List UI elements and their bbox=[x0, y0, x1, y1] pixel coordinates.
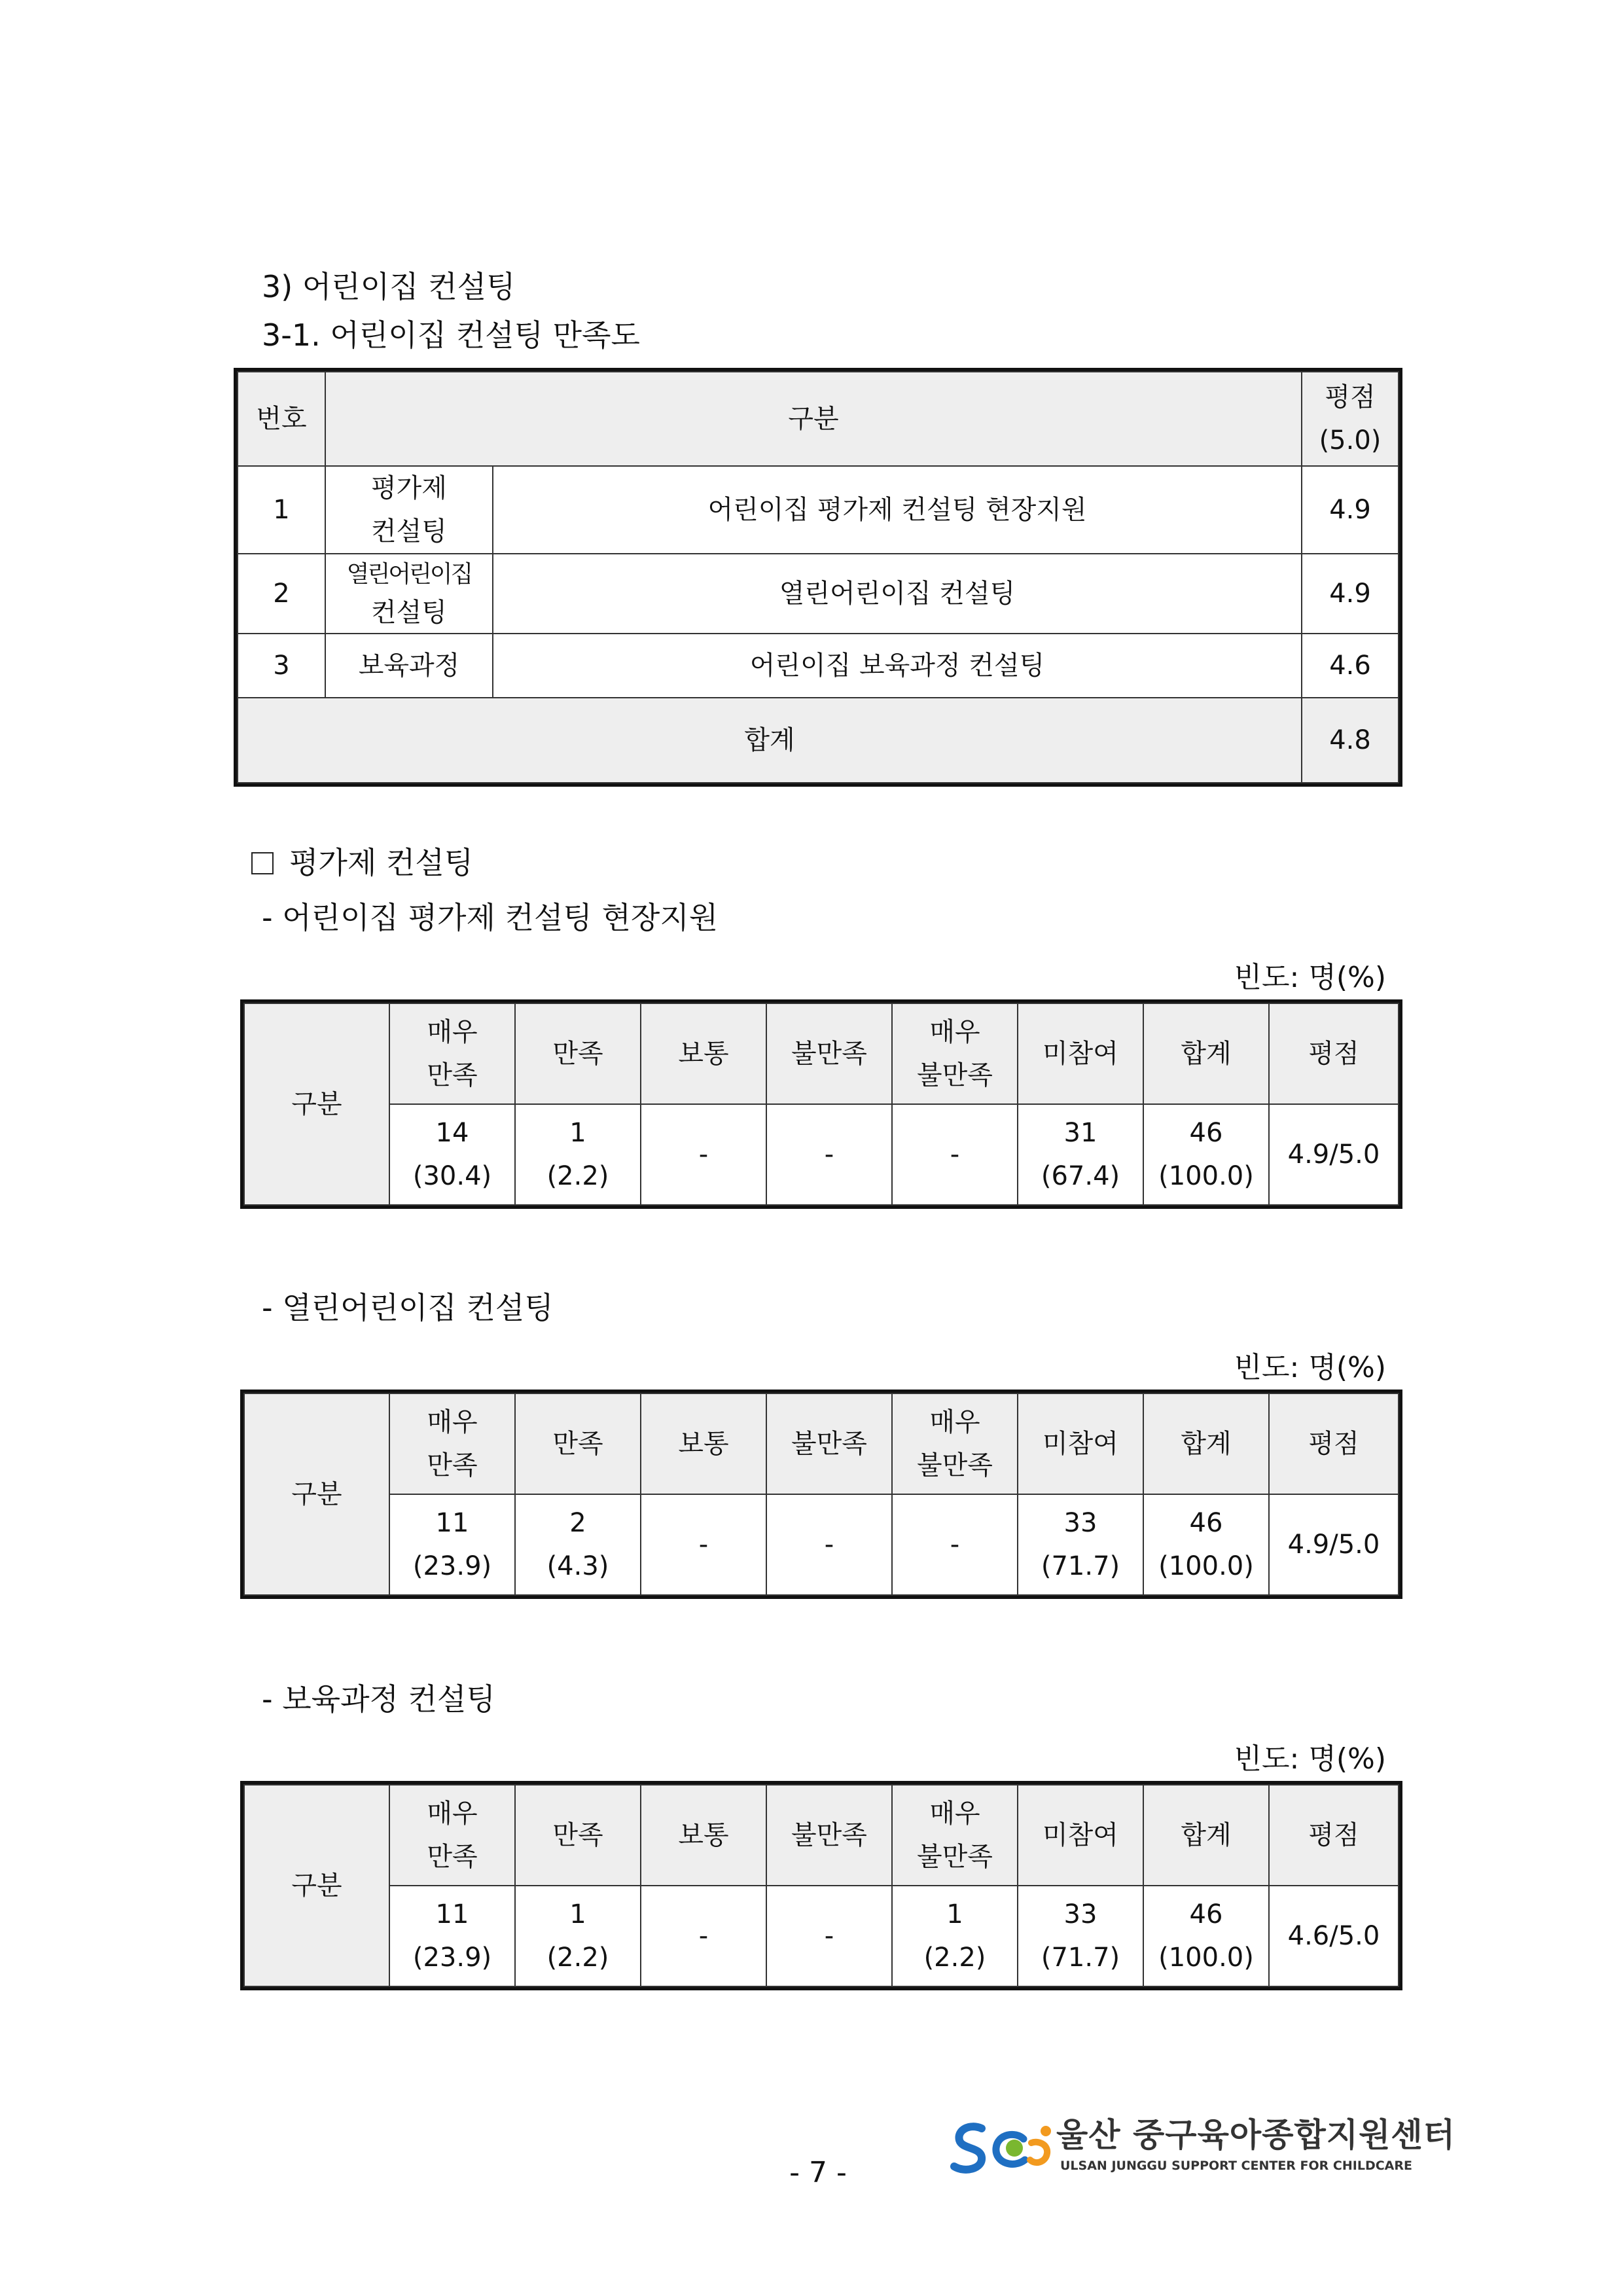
row-item: 열린어린이집 컨설팅 bbox=[493, 554, 1302, 634]
freq-header-very-satisfied bbox=[389, 1003, 515, 1104]
freq-table-title: - 열린어린이집 컨설팅 bbox=[262, 1290, 554, 1325]
freq-header-line: 만족 bbox=[427, 1450, 478, 1480]
freq-cell-very-dissatisfied: 1 (2.2) bbox=[892, 1886, 1018, 1986]
row-number: 2 bbox=[238, 554, 325, 634]
freq-cell-not-participated: 33 (71.7) bbox=[1018, 1886, 1143, 1986]
freq-table-evaluation bbox=[243, 1003, 1399, 1206]
freq-cell-not-participated: 33 (71.7) bbox=[1018, 1494, 1143, 1595]
freq-cell-satisfied: 1 (2.2) bbox=[515, 1104, 641, 1205]
header-number: 번호 bbox=[238, 372, 325, 466]
freq-header-very-dissatisfied bbox=[892, 1003, 1018, 1104]
freq-cell-very-satisfied: 11 (23.9) bbox=[389, 1494, 515, 1595]
freq-table-curriculum bbox=[243, 1784, 1399, 1987]
freq-header-not-participated: 미참여 bbox=[1018, 1393, 1143, 1494]
row-group-line1: 평가제 bbox=[371, 473, 447, 503]
page-number: - 7 - bbox=[789, 2156, 847, 2189]
logo-mark-icon bbox=[950, 2114, 1061, 2179]
freq-cell-dissatisfied: - bbox=[766, 1886, 892, 1986]
row-group: 보육과정 bbox=[325, 634, 493, 698]
section-title: 3) 어린이집 컨설팅 bbox=[262, 269, 516, 304]
row-group bbox=[325, 554, 493, 634]
freq-cell-score: 4.9/5.0 bbox=[1269, 1494, 1399, 1595]
freq-header-line: 매우 bbox=[427, 1017, 478, 1047]
freq-cell-total: 46 (100.0) bbox=[1143, 1104, 1269, 1205]
checkbox-icon bbox=[251, 852, 274, 874]
freq-table-title: - 보육과정 컨설팅 bbox=[262, 1681, 495, 1717]
row-number: 3 bbox=[238, 634, 325, 698]
freq-header-score: 평점 bbox=[1269, 1785, 1399, 1886]
row-number: 1 bbox=[238, 466, 325, 554]
freq-header-dissatisfied: 불만족 bbox=[766, 1785, 892, 1886]
freq-header-satisfied: 만족 bbox=[515, 1393, 641, 1494]
row-item: 어린이집 평가제 컨설팅 현장지원 bbox=[493, 466, 1302, 554]
freq-unit-label: 빈도: 명(%) bbox=[1234, 961, 1386, 994]
freq-unit-label: 빈도: 명(%) bbox=[1234, 1742, 1386, 1776]
total-label: 합계 bbox=[238, 698, 1302, 783]
freq-cell-very-dissatisfied: - bbox=[892, 1494, 1018, 1595]
freq-header-row bbox=[244, 1003, 1399, 1104]
freq-cell-satisfied: 2 (4.3) bbox=[515, 1494, 641, 1595]
freq-header-line: 매우 bbox=[929, 1799, 980, 1829]
freq-header-very-dissatisfied bbox=[892, 1393, 1018, 1494]
header-score bbox=[1302, 372, 1399, 466]
freq-header-neutral: 보통 bbox=[641, 1003, 766, 1104]
freq-cell-dissatisfied: - bbox=[766, 1494, 892, 1595]
freq-cell-score: 4.9/5.0 bbox=[1269, 1104, 1399, 1205]
row-score: 4.9 bbox=[1302, 554, 1399, 634]
total-score: 4.8 bbox=[1302, 698, 1399, 783]
header-score-scale: (5.0) bbox=[1319, 425, 1382, 456]
summary-row bbox=[238, 554, 1399, 634]
freq-header-line: 만족 bbox=[427, 1842, 478, 1872]
row-group-line1: 열린어린이집 bbox=[346, 561, 472, 588]
logo-name-ko: 울산 중구육아종합지원센터 bbox=[1056, 2116, 1456, 2154]
freq-cell-not-participated: 31 (67.4) bbox=[1018, 1104, 1143, 1205]
freq-header-category: 구분 bbox=[244, 1393, 389, 1595]
row-item: 어린이집 보육과정 컨설팅 bbox=[493, 634, 1302, 698]
freq-cell-dissatisfied: - bbox=[766, 1104, 892, 1205]
freq-data-row bbox=[244, 1494, 1399, 1595]
freq-cell-total: 46 (100.0) bbox=[1143, 1494, 1269, 1595]
row-group-line2: 컨설팅 bbox=[371, 598, 447, 628]
freq-cell-neutral: - bbox=[641, 1494, 766, 1595]
freq-cell-satisfied: 1 (2.2) bbox=[515, 1886, 641, 1986]
freq-header-very-dissatisfied bbox=[892, 1785, 1018, 1886]
freq-header-very-satisfied bbox=[389, 1393, 515, 1494]
freq-header-row bbox=[244, 1393, 1399, 1494]
freq-header-total: 합계 bbox=[1143, 1785, 1269, 1886]
freq-header-dissatisfied: 불만족 bbox=[766, 1003, 892, 1104]
subsection-heading bbox=[251, 843, 473, 882]
freq-header-line: 만족 bbox=[427, 1060, 478, 1090]
freq-header-dissatisfied: 불만족 bbox=[766, 1393, 892, 1494]
freq-header-score: 평점 bbox=[1269, 1393, 1399, 1494]
summary-header-row bbox=[238, 372, 1399, 466]
freq-header-line: 불만족 bbox=[917, 1450, 993, 1480]
freq-cell-score: 4.6/5.0 bbox=[1269, 1886, 1399, 1986]
row-score: 4.6 bbox=[1302, 634, 1399, 698]
freq-data-row bbox=[244, 1104, 1399, 1205]
freq-header-line: 매우 bbox=[929, 1407, 980, 1437]
freq-header-not-participated: 미참여 bbox=[1018, 1003, 1143, 1104]
freq-header-line: 불만족 bbox=[917, 1842, 993, 1872]
freq-table-open-daycare bbox=[243, 1393, 1399, 1596]
freq-header-line: 매우 bbox=[929, 1017, 980, 1047]
summary-table bbox=[237, 371, 1399, 783]
freq-cell-very-satisfied: 14 (30.4) bbox=[389, 1104, 515, 1205]
freq-cell-neutral: - bbox=[641, 1104, 766, 1205]
freq-header-total: 합계 bbox=[1143, 1003, 1269, 1104]
freq-unit-label: 빈도: 명(%) bbox=[1234, 1351, 1386, 1384]
center-logo bbox=[950, 2110, 1456, 2182]
logo-name-en: ULSAN JUNGGU SUPPORT CENTER FOR CHILDCARE bbox=[1060, 2159, 1412, 2173]
row-group-line2: 컨설팅 bbox=[371, 516, 447, 547]
header-score-label: 평점 bbox=[1325, 382, 1376, 412]
freq-header-satisfied: 만족 bbox=[515, 1785, 641, 1886]
freq-header-total: 합계 bbox=[1143, 1393, 1269, 1494]
summary-total-row bbox=[238, 698, 1399, 783]
freq-header-not-participated: 미참여 bbox=[1018, 1785, 1143, 1886]
freq-header-neutral: 보통 bbox=[641, 1785, 766, 1886]
freq-data-row bbox=[244, 1886, 1399, 1986]
freq-cell-neutral: - bbox=[641, 1886, 766, 1986]
freq-header-score: 평점 bbox=[1269, 1003, 1399, 1104]
section-subtitle: 3-1. 어린이집 컨설팅 만족도 bbox=[262, 317, 640, 353]
freq-table-title: - 어린이집 평가제 컨설팅 현장지원 bbox=[262, 900, 719, 935]
subsection-label: 평가제 컨설팅 bbox=[289, 845, 474, 880]
freq-header-satisfied: 만족 bbox=[515, 1003, 641, 1104]
summary-row bbox=[238, 634, 1399, 698]
freq-header-row bbox=[244, 1785, 1399, 1886]
row-group bbox=[325, 466, 493, 554]
freq-header-line: 매우 bbox=[427, 1407, 478, 1437]
freq-header-category: 구분 bbox=[244, 1003, 389, 1205]
header-category: 구분 bbox=[325, 372, 1302, 466]
row-score: 4.9 bbox=[1302, 466, 1399, 554]
freq-cell-very-satisfied: 11 (23.9) bbox=[389, 1886, 515, 1986]
freq-cell-total: 46 (100.0) bbox=[1143, 1886, 1269, 1986]
freq-header-very-satisfied bbox=[389, 1785, 515, 1886]
freq-header-neutral: 보통 bbox=[641, 1393, 766, 1494]
freq-header-category: 구분 bbox=[244, 1785, 389, 1986]
summary-row bbox=[238, 466, 1399, 554]
freq-header-line: 매우 bbox=[427, 1799, 478, 1829]
freq-header-line: 불만족 bbox=[917, 1060, 993, 1090]
freq-cell-very-dissatisfied: - bbox=[892, 1104, 1018, 1205]
